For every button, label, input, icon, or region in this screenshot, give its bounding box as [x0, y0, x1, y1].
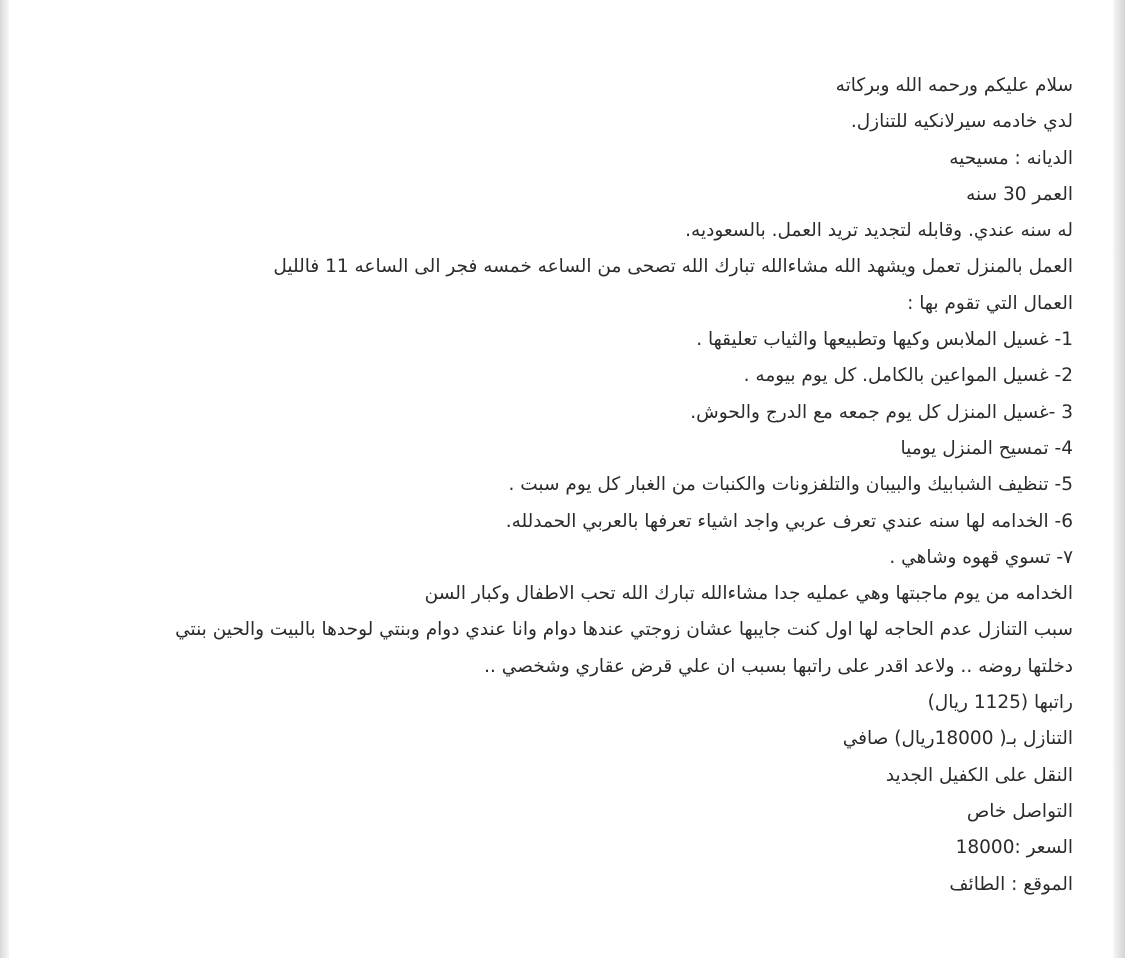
duty-item-3: 3 -غسيل المنزل كل يوم جمعه مع الدرج والحوش. [690, 401, 1073, 423]
salary-line: راتبها (1125 ريال) [927, 692, 1073, 714]
post-body [53, 68, 1073, 903]
duty-item-1: 1- غسيل الملابس وكيها وتطبيعها والثياب تعليقها . [696, 329, 1073, 351]
contact-line: التواصل خاص [966, 800, 1073, 822]
greeting-line: سلام عليكم ورحمه الله وبركاته [835, 75, 1073, 96]
duty-item-5: 5- تنظيف الشبابيك والبيبان والتلفزونات والكنبات من الغبار كل يوم سبت . [508, 474, 1073, 496]
intro-line: لدي خادمه سيرلانكيه للتنازل. [850, 111, 1073, 133]
age-line: العمر 30 سنه [966, 183, 1073, 205]
location-line: الموقع : الطائف [949, 873, 1073, 895]
duty-item-2: 2- غسيل المواعين بالكامل. كل يوم بيومه . [743, 365, 1073, 387]
work-hours-line: العمل بالمنزل تعمل ويشهد الله مشاءالله تبارك الله تصحى من الساعه خمسه فجر الى الساعه 11 فالليل [273, 256, 1073, 278]
price-line: السعر :18000 [955, 837, 1073, 859]
transfer-fee-line: التنازل بـ( 18000ريال) صافي [842, 728, 1073, 750]
reason-line-2: دخلتها روضه .. ولاعد اقدر على راتبها بسبب ان علي قرض عقاري وشخصي .. [484, 655, 1073, 677]
duties-heading: العمال التي تقوم بها : [907, 292, 1073, 314]
left-border-shadow [0, 0, 9, 958]
religion-line: الديانه : مسيحيه [949, 147, 1073, 169]
duty-item-4: 4- تمسيح المنزل يوميا [900, 437, 1073, 459]
duty-item-6: 6- الخدامه لها سنه عندي تعرف عربي واجد اشياء تعرفها بالعربي الحمدلله. [505, 510, 1073, 532]
reason-line-1: سبب التنازل عدم الحاجه لها اول كنت جايبها عشان زوجتي عندها دوام وانا عندي دوام وبنتي لوحدها بالبيت والحين بنتي [175, 619, 1073, 641]
character-line: الخدامه من يوم ماجبتها وهي عمليه جدا مشاءالله تبارك الله تحب الاطفال وكبار السن [424, 583, 1073, 605]
sponsor-transfer-line: النقل على الكفيل الجديد [885, 764, 1073, 786]
right-border-shadow [1113, 0, 1125, 958]
tenure-line: له سنه عندي. وقابله لتجديد تريد العمل. بالسعوديه. [685, 220, 1073, 242]
duty-item-7: ٧- تسوي قهوه وشاهي . [889, 546, 1073, 568]
